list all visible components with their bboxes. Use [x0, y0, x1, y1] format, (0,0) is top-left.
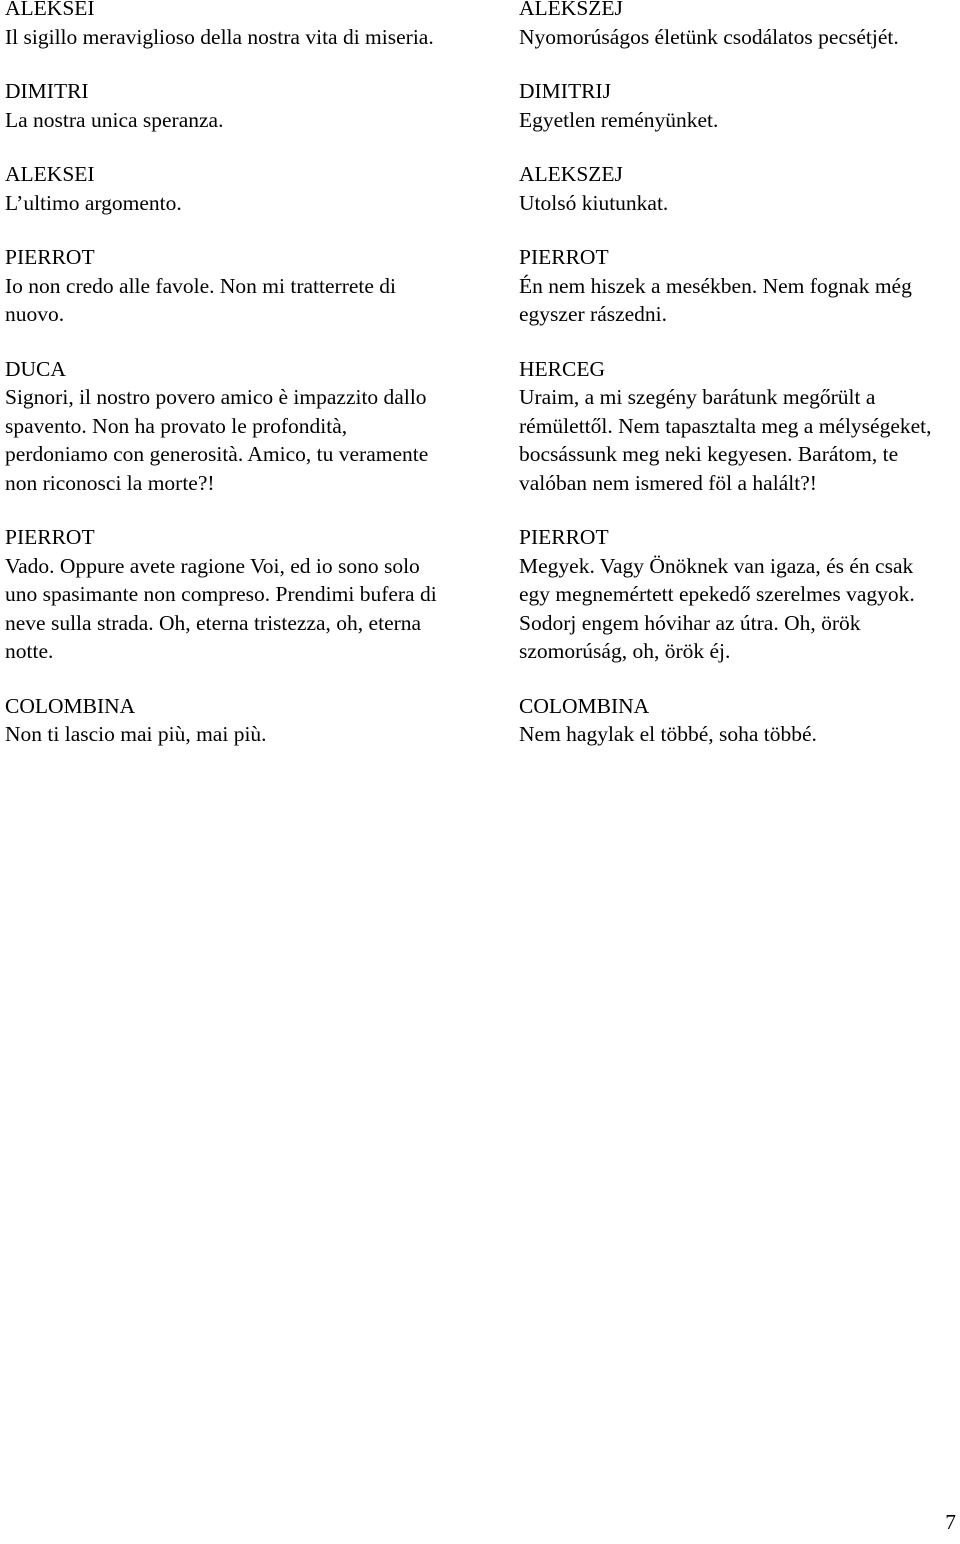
dialogue-block: [5, 523, 455, 666]
dialogue-line: Il sigillo meraviglioso della nostra vita di miseria.: [5, 24, 434, 49]
speaker-name: PIERROT: [519, 525, 609, 549]
dialogue-line: Megyek. Vagy Önöknek van igaza, és én csak egy megnemértett epekedő szerelmes vagyok. Sodorj engem hóvihar az útra. Oh, örök szomorúság, oh, örök éj.: [519, 553, 915, 663]
speaker-name: DIMITRIJ: [519, 79, 611, 103]
dialogue-line: Én nem hiszek a mesékben. Nem fognak még egyszer rászedni.: [519, 273, 912, 326]
dialogue-line: Non ti lascio mai più, mai più.: [5, 722, 267, 746]
dialogue-block: [5, 77, 455, 134]
dialogue-block: [519, 692, 949, 749]
dialogue-block: [5, 0, 455, 51]
speaker-name: ALEKSZEJ: [519, 162, 623, 186]
dialogue-block: [519, 160, 949, 217]
dialogue-line: Utolsó kiutunkat.: [519, 190, 669, 215]
dialogue-block: [519, 355, 949, 498]
dialogue-block: [5, 243, 435, 329]
speaker-name: DUCA: [5, 356, 66, 381]
dialogue-block: [519, 523, 949, 666]
dialogue-line: La nostra unica speranza.: [5, 107, 224, 132]
speaker-name: PIERROT: [5, 525, 95, 549]
speaker-name: COLOMBINA: [519, 693, 650, 718]
dialogue-line: Nem hagylak el többé, soha többé.: [519, 722, 817, 746]
speaker-name: HERCEG: [519, 356, 605, 381]
speaker-name: ALEKSZEJ: [519, 0, 623, 20]
dialogue-block: [5, 160, 455, 217]
speaker-name: ALEKSEI: [5, 0, 95, 20]
dialogue-line: Vado. Oppure avete ragione Voi, ed io sono solo uno spasimante non compreso. Prendimi bufera di neve sulla strada. Oh, eterna tristezza, oh, eterna notte.: [5, 553, 437, 663]
dialogue-line: Io non credo alle favole. Non mi tratterrete di nuovo.: [5, 273, 397, 326]
dialogue-block: [519, 0, 949, 51]
dialogue-line: L’ultimo argomento.: [5, 190, 182, 215]
speaker-name: PIERROT: [5, 245, 95, 269]
speaker-name: COLOMBINA: [5, 693, 136, 718]
speaker-name: DIMITRI: [5, 79, 89, 103]
italian-column: [5, 0, 455, 775]
dialogue-line: Signori, il nostro povero amico è impazzito dallo spavento. Non ha provato le profondità, perdoniamo con generosità. Amico, tu veramente non riconosci la morte?!: [5, 385, 429, 495]
page-number: 7: [945, 1510, 956, 1534]
dialogue-block: [519, 243, 949, 329]
speaker-name: ALEKSEI: [5, 162, 95, 186]
dialogue-block: [519, 77, 949, 134]
hungarian-column: [519, 0, 949, 775]
dialogue-block: [5, 355, 455, 498]
dialogue-line: Nyomorúságos életünk csodálatos pecsétjét.: [519, 24, 899, 49]
dialogue-line: Uraim, a mi szegény barátunk megőrült a rémülettől. Nem tapasztalta meg a mélységeket, bocsássunk meg neki kegyesen. Barátom, te valóban nem ismered föl a halált?!: [519, 385, 932, 495]
dialogue-block: [5, 692, 455, 749]
dialogue-line: Egyetlen reményünket.: [519, 107, 719, 132]
speaker-name: PIERROT: [519, 245, 609, 269]
